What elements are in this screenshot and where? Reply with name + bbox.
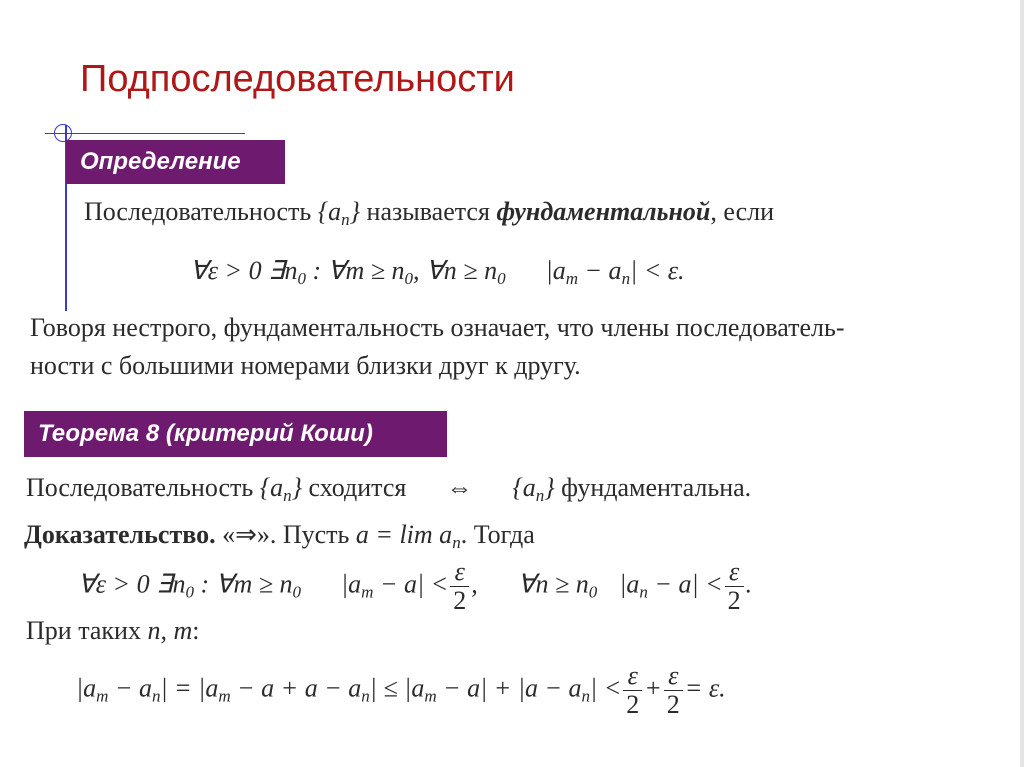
proof-such: При таких n, m: bbox=[26, 616, 200, 645]
theorem-statement: Последовательность $\{a_n\}$ сходится ⇔ $\{a_n\}$ фундаментальна. bbox=[26, 473, 752, 505]
fraction: $\frac{\varepsilon}{2}$ bbox=[450, 558, 469, 615]
slide-edge bbox=[1020, 0, 1024, 767]
fraction: $\frac{\varepsilon}{2}$ bbox=[623, 662, 642, 719]
remark-line-2: ности с большими номерами близки друг к другу. bbox=[30, 351, 581, 380]
fraction: $\frac{\varepsilon}{2}$ bbox=[725, 558, 744, 615]
theorem-badge: Теорема 8 (критерий Коши) bbox=[24, 411, 447, 457]
slide-title: Подпоследовательности bbox=[80, 58, 515, 100]
proof-formula-1: ∀ε > 0 $\exists n_0$ : ∀m ≥ $n_0$ $|a_m - a|$ < $\frac{\varepsilon}{2}$ , ∀n ≥ $n_0$ $|a_n - a|$ < $\frac{\varepsilon}{2}$ . bbox=[78, 557, 753, 615]
definition-formula: ∀ε > 0 $\exists n_0$ : ∀m ≥ $n_0$, ∀n ≥ $n_0$ $|a_m - a_n| < \varepsilon$. bbox=[190, 256, 685, 288]
definition-text: Последовательность $\{a_n\}$ называется фундаментальной, если bbox=[84, 197, 775, 229]
fraction: $\frac{\varepsilon}{2}$ bbox=[664, 662, 683, 719]
definition-badge: Определение bbox=[66, 140, 285, 184]
proof-intro: Доказательство. «⇒». Пусть $a = \lim a_n$. Тогда bbox=[24, 520, 535, 552]
decor-horizontal-rule bbox=[45, 133, 245, 134]
remark-line-1: Говоря нестрого, фундаментальность означает, что члены последователь- bbox=[30, 313, 845, 342]
proof-formula-2: $|a_m - a_n| = |a_m - a + a - a_n| \le |a_m - a| + |a - a_n|$ < $\frac{\varepsilon}{2}$ + $\frac{\varepsilon}{2}$ = ε. bbox=[76, 661, 726, 719]
